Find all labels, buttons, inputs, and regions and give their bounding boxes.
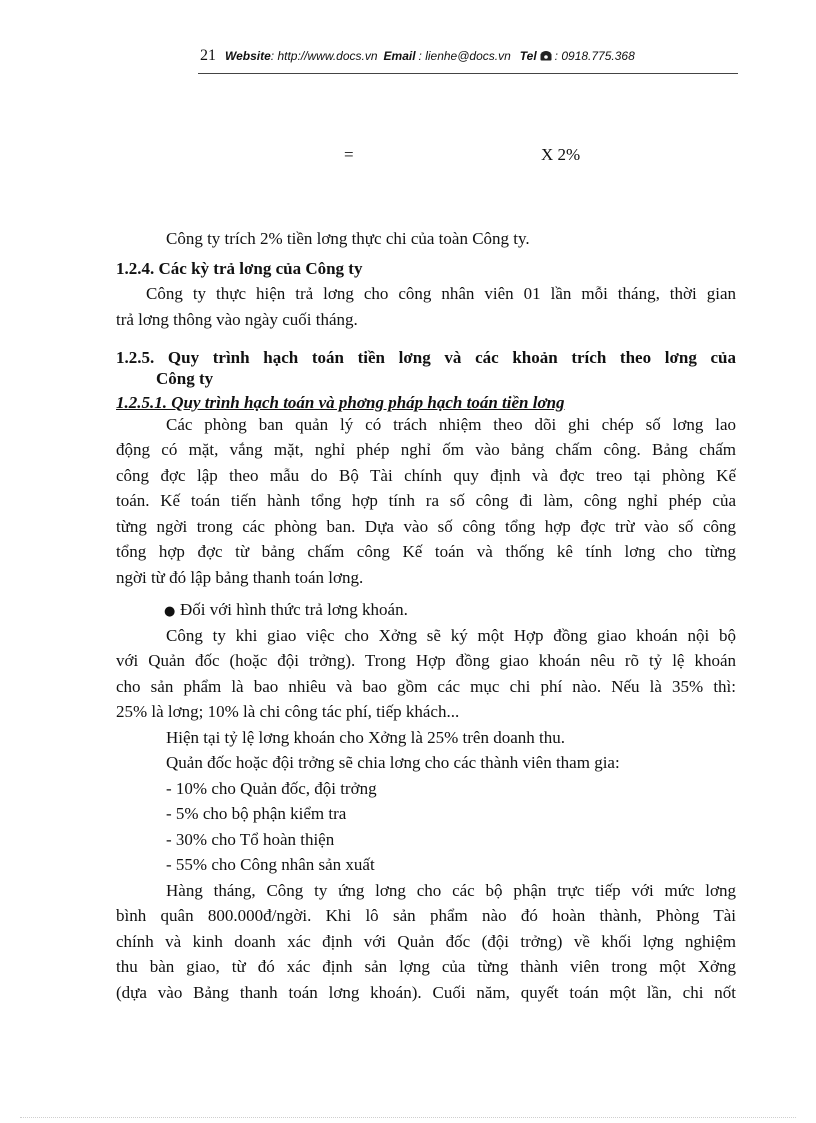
- document-body: [116, 226, 736, 1005]
- tel-label: Tel: [519, 49, 537, 63]
- paragraph-line: Quản đốc hoặc đội trởng sẽ chia lơng cho các thành viên tham gia:: [166, 753, 620, 772]
- paragraph-line: từng ngời trong các phòng ban. Dựa vào số công tổng hợp đợc trừ vào số công: [116, 516, 736, 536]
- paragraph-line: 25% là lơng; 10% là chi công tác phí, tiếp khách...: [116, 702, 460, 721]
- paragraph-line: Hàng tháng, Công ty ứng lơng cho các bộ phận trực tiếp với mức lơng: [166, 880, 736, 900]
- heading-1-2-5-1: 1.2.5.1. Quy trình hạch toán và phơng pháp hạch toán tiền lơng: [116, 393, 565, 412]
- formula-equals: =: [344, 145, 354, 164]
- heading-1-2-4: 1.2.4. Các kỳ trả lơng của Công ty: [116, 258, 363, 278]
- list-item: [116, 597, 736, 623]
- paragraph-line: Công ty thực hiện trả lơng cho công nhân viên 01 lần mỗi tháng, thời gian: [146, 284, 736, 303]
- heading-1-2-5-cont: Công ty: [156, 368, 214, 388]
- tel-value: : 0918.775.368: [554, 49, 635, 63]
- paragraph-line: trả lơng thông vào ngày cuối tháng.: [116, 309, 358, 329]
- phone-icon: [540, 49, 555, 63]
- website-link[interactable]: : http://www.docs.vn: [270, 49, 378, 63]
- paragraph-line: chính và kinh doanh xác định với Quản đốc (đội trởng) về khối lợng nghiệm: [116, 931, 736, 951]
- paragraph-line: động có mặt, vắng mặt, nghỉ phép nghỉ ốm vào bảng chấm công. Bảng chấm: [116, 440, 736, 459]
- paragraph-line: Các phòng ban quản lý có trách nhiệm theo dõi ghi chép số lơng lao: [166, 414, 736, 434]
- website-label: Website: [225, 49, 271, 63]
- footer-divider: [20, 1117, 796, 1118]
- heading-1-2-5: 1.2.5. Quy trình hạch toán tiền lơng và các khoản trích theo lơng của: [116, 348, 736, 367]
- paragraph-line: công đợc lập theo mẫu do Bộ Tài chính quy định và đợc treo tại phòng Kế: [116, 465, 736, 485]
- formula-multiplier: X 2%: [541, 145, 581, 164]
- paragraph-line: với Quản đốc (hoặc đội trởng). Trong Hợp đồng giao khoán nêu rõ tỷ lệ khoán: [116, 651, 736, 670]
- paragraph-line: ngời từ đó lập bảng thanh toán lơng.: [116, 567, 364, 587]
- paragraph-line: Hiện tại tỷ lệ lơng khoán cho Xởng là 25% trên doanh thu.: [166, 727, 565, 747]
- list-item: - 10% cho Quản đốc, đội trởng: [166, 778, 377, 798]
- paragraph-line: bình quân 800.000đ/ngời. Khi lô sản phẩm nào đó hoàn thành, Phòng Tài: [116, 906, 736, 925]
- bullet-dot: ●: [164, 604, 176, 619]
- paragraph-line: cho sản phẩm là bao nhiêu và bao gồm các mục chi phí nào. Nếu là 35% thì:: [116, 676, 736, 696]
- page-number: 21: [200, 47, 216, 64]
- paragraph-line: (dựa vào Bảng thanh toán lơng khoán). Cuối năm, quyết toán một lần, chi nốt: [116, 982, 736, 1002]
- header-divider: [198, 73, 738, 74]
- paragraph-line: thu bàn giao, từ đó xác định sản lợng của từng thành viên trong một Xởng: [116, 957, 736, 976]
- list-item: - 30% cho Tổ hoàn thiện: [166, 829, 335, 849]
- list-item: - 55% cho Công nhân sản xuất: [166, 855, 375, 874]
- page-header: [200, 47, 740, 65]
- paragraph-line: tổng hợp đợc từ bảng chấm công Kế toán và thống kê tính lơng cho từng: [116, 542, 736, 561]
- paragraph-line: toán. Kế toán tiến hành tổng hợp tính ra số công đi làm, công nghỉ phép của: [116, 491, 736, 510]
- email-label: Email: [383, 49, 416, 63]
- paragraph-line: Công ty khi giao việc cho Xởng sẽ ký một Hợp đồng giao khoán nội bộ: [166, 625, 736, 645]
- bullet-text: Đối với hình thức trả lơng khoán.: [180, 600, 408, 619]
- email-link[interactable]: : lienhe@docs.vn: [418, 49, 511, 63]
- paragraph-line: Công ty trích 2% tiền lơng thực chi của toàn Công ty.: [166, 229, 530, 248]
- list-item: - 5% cho bộ phận kiểm tra: [166, 804, 347, 823]
